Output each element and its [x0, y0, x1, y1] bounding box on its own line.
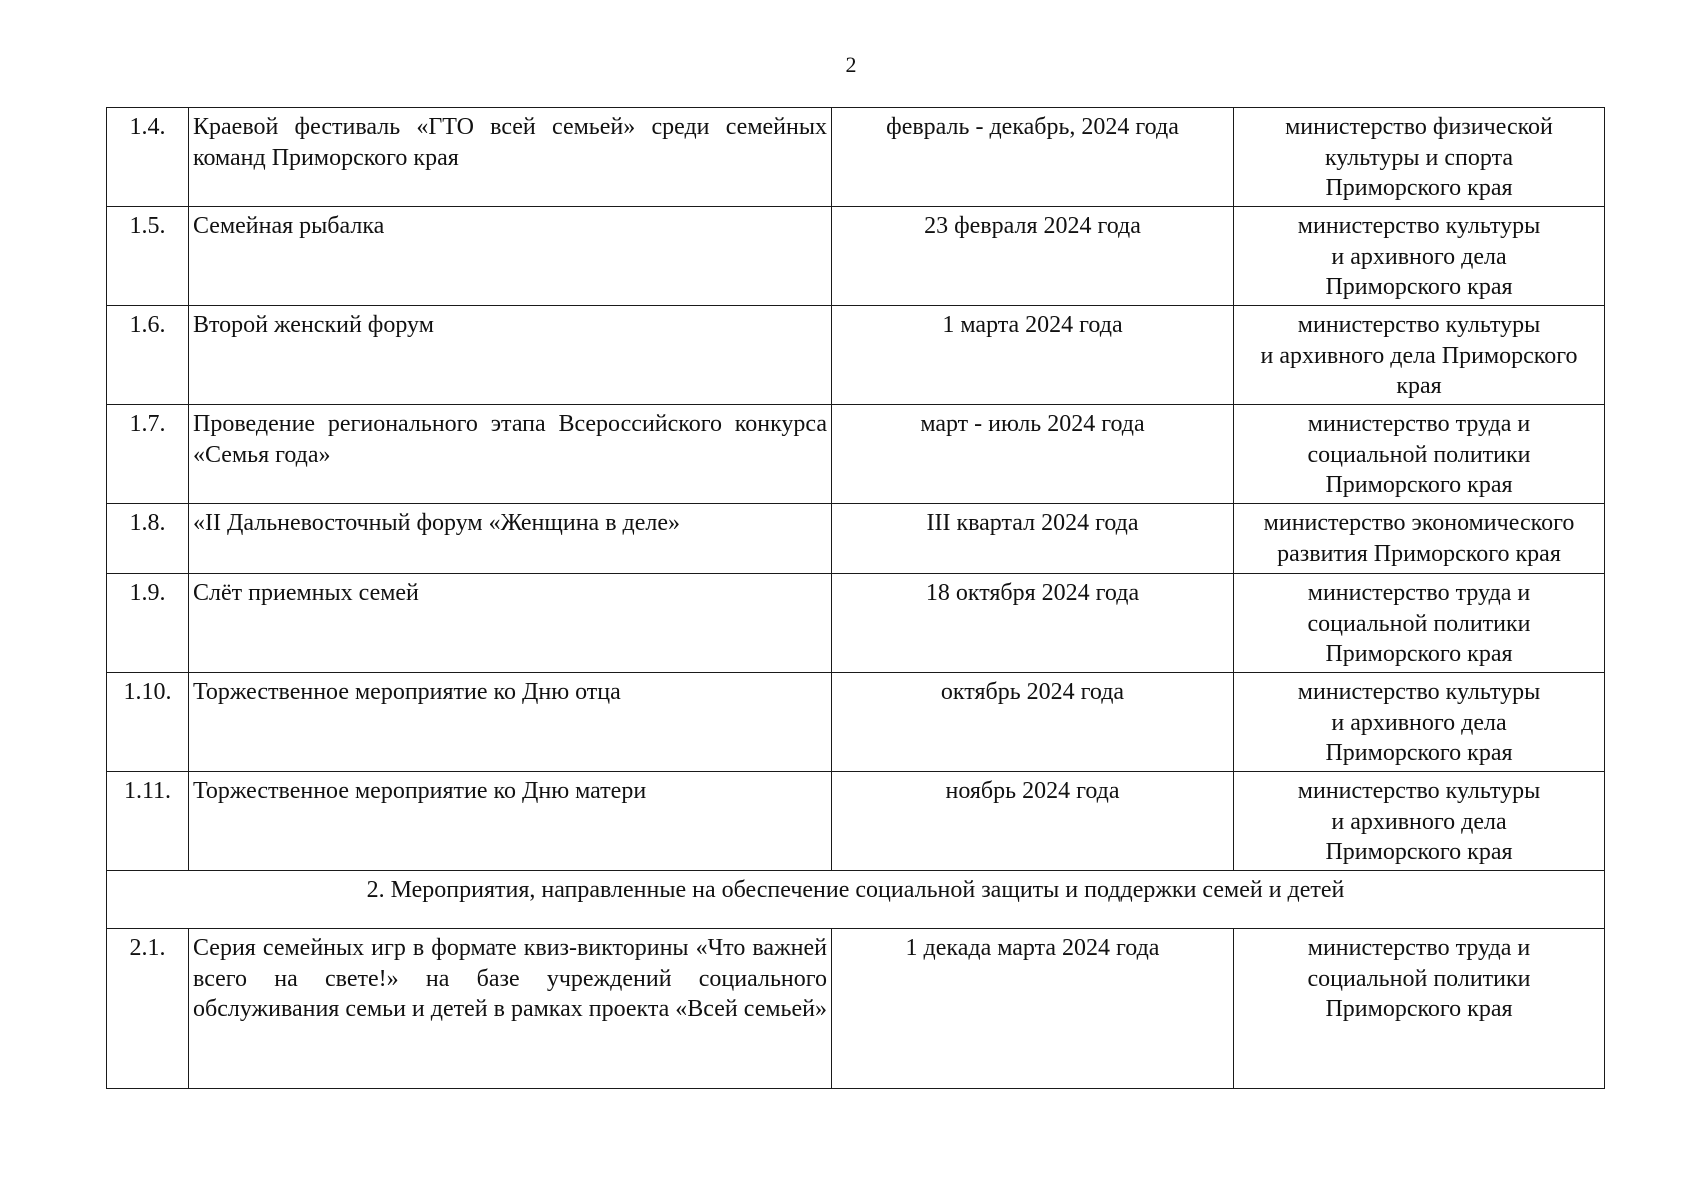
event-date: III квартал 2024 года — [832, 504, 1234, 574]
event-name: Краевой фестиваль «ГТО всей семьей» среди семейных команд Приморского края — [189, 108, 832, 207]
event-name: Серия семейных игр в формате квиз-викторины «Что важней всего на свете!» на базе учреждений социального обслуживания семьи и детей в рамках проекта «Всей семьей» — [189, 929, 832, 1089]
responsible-body — [1234, 929, 1605, 1089]
responsible-line: Приморского края — [1325, 175, 1513, 201]
responsible-line: Приморского края — [1325, 472, 1513, 498]
responsible-line: министерство культуры — [1297, 679, 1541, 705]
row-number: 1.8. — [107, 504, 189, 574]
responsible-line: культуры и спорта — [1324, 144, 1514, 171]
row-number: 1.7. — [107, 405, 189, 504]
event-date: 1 марта 2024 года — [832, 306, 1234, 405]
responsible-line: министерство экономического — [1263, 510, 1575, 536]
responsible-line: министерство культуры — [1297, 213, 1541, 239]
table-row — [107, 929, 1605, 1089]
responsible-line: края — [1396, 373, 1442, 399]
responsible-body — [1234, 504, 1605, 574]
responsible-line: министерство труда и — [1307, 935, 1531, 961]
row-number: 1.4. — [107, 108, 189, 207]
responsible-line: министерство культуры — [1297, 778, 1541, 804]
event-date: 18 октября 2024 года — [832, 574, 1234, 673]
responsible-body — [1234, 772, 1605, 871]
event-date: март - июль 2024 года — [832, 405, 1234, 504]
row-number: 1.5. — [107, 207, 189, 306]
responsible-line: социальной политики — [1307, 965, 1531, 992]
responsible-line: министерство физической — [1285, 114, 1553, 140]
table-row — [107, 405, 1605, 504]
event-date: 23 февраля 2024 года — [832, 207, 1234, 306]
responsible-line: Приморского края — [1325, 274, 1513, 300]
responsible-line: Приморского края — [1325, 996, 1513, 1022]
event-name: Проведение регионального этапа Всероссийского конкурса «Семья года» — [189, 405, 832, 504]
event-name: Второй женский форум — [189, 306, 832, 405]
event-date: ноябрь 2024 года — [832, 772, 1234, 871]
responsible-line: и архивного дела — [1331, 709, 1507, 736]
table-row — [107, 772, 1605, 871]
row-number: 1.9. — [107, 574, 189, 673]
row-number: 2.1. — [107, 929, 189, 1089]
row-number: 1.10. — [107, 673, 189, 772]
table-row — [107, 207, 1605, 306]
responsible-line: и архивного дела — [1331, 808, 1507, 835]
event-name: Семейная рыбалка — [189, 207, 832, 306]
event-name: Слёт приемных семей — [189, 574, 832, 673]
page-number: 2 — [845, 52, 857, 77]
responsible-body — [1234, 574, 1605, 673]
responsible-line: Приморского края — [1325, 740, 1513, 766]
event-name: Торжественное мероприятие ко Дню отца — [189, 673, 832, 772]
responsible-body — [1234, 405, 1605, 504]
event-date: 1 декада марта 2024 года — [832, 929, 1234, 1089]
event-date: февраль - декабрь, 2024 года — [832, 108, 1234, 207]
responsible-body — [1234, 108, 1605, 207]
table-row — [107, 673, 1605, 772]
responsible-line: и архивного дела — [1331, 243, 1507, 270]
section-header-row — [107, 871, 1605, 929]
responsible-line: и архивного дела Приморского — [1260, 342, 1578, 369]
row-number: 1.6. — [107, 306, 189, 405]
events-table — [106, 107, 1605, 1089]
responsible-line: министерство труда и — [1307, 411, 1531, 437]
responsible-body — [1234, 207, 1605, 306]
responsible-line: развития Приморского края — [1277, 540, 1561, 567]
responsible-body — [1234, 673, 1605, 772]
responsible-line: социальной политики — [1307, 610, 1531, 637]
event-date: октябрь 2024 года — [832, 673, 1234, 772]
table-row — [107, 504, 1605, 574]
responsible-line: Приморского края — [1325, 641, 1513, 667]
responsible-line: социальной политики — [1307, 441, 1531, 468]
responsible-line: Приморского края — [1325, 839, 1513, 865]
table-row — [107, 306, 1605, 405]
table-row — [107, 574, 1605, 673]
row-number: 1.11. — [107, 772, 189, 871]
section-title: 2. Мероприятия, направленные на обеспечение социальной защиты и поддержки семей и детей — [107, 871, 1605, 929]
responsible-line: министерство культуры — [1297, 312, 1541, 338]
event-name: Торжественное мероприятие ко Дню матери — [189, 772, 832, 871]
responsible-line: министерство труда и — [1307, 580, 1531, 606]
responsible-body — [1234, 306, 1605, 405]
event-name: «II Дальневосточный форум «Женщина в деле» — [189, 504, 832, 574]
table-row — [107, 108, 1605, 207]
